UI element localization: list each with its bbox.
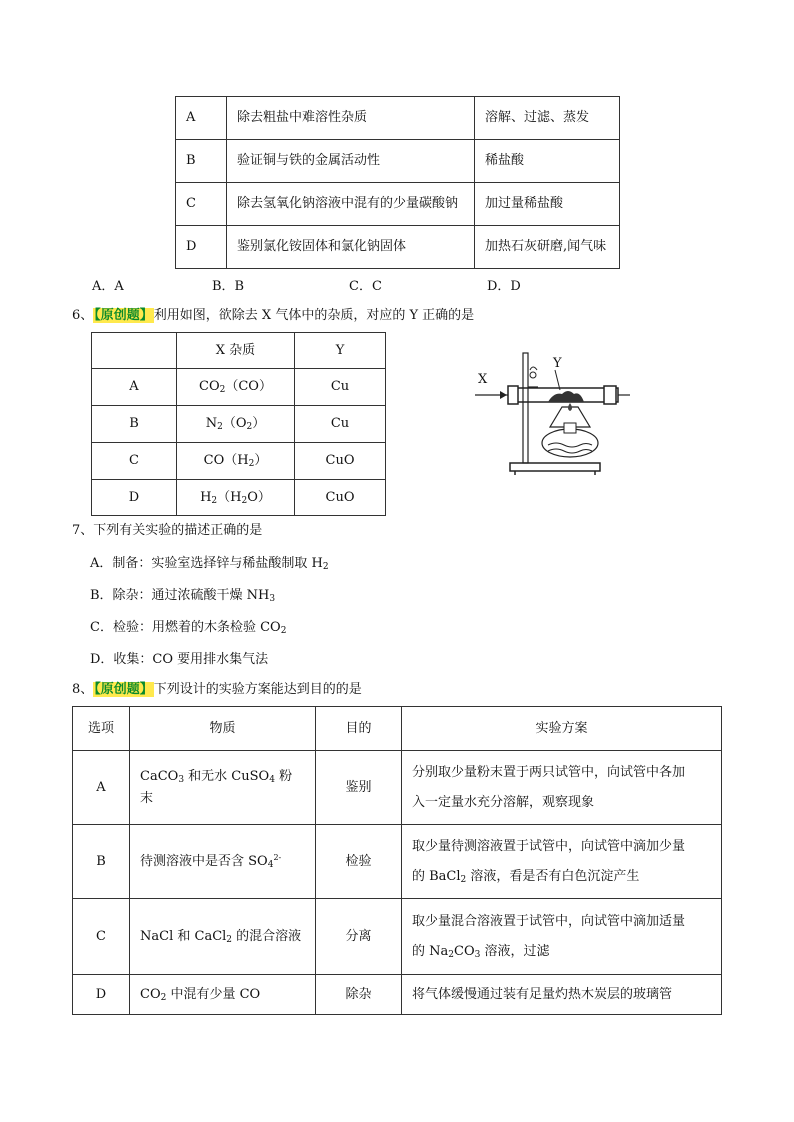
q5-row-method: 加热石灰研磨,闻气味: [475, 226, 620, 269]
q8-row-key: C: [73, 899, 130, 975]
q5-row-key: A: [176, 97, 227, 140]
q5-table: [175, 96, 620, 269]
q5-row-purpose: 验证铜与铁的金属活动性: [227, 140, 475, 183]
figure-label-y: Y: [553, 356, 562, 371]
q6-row-key: D: [92, 480, 177, 516]
q8-row-goal: 检验: [316, 825, 402, 899]
q6-row-y: CuO: [295, 480, 386, 516]
q8-header-option: 选项: [73, 707, 130, 751]
q8-table: [72, 706, 722, 1015]
q6-row-key: C: [92, 443, 177, 480]
q8-row-goal: 鉴别: [316, 751, 402, 825]
q8-row-plan: 取少量待测溶液置于试管中，向试管中滴加少量 的 BaCl$_2$ 溶液，看是否有白色沉淀产生: [402, 825, 722, 899]
q8-row-plan: 取少量混合溶液置于试管中，向试管中滴加适量 的 $Na_2CO_3$ 溶液，过滤: [402, 899, 722, 975]
q7-option-d[interactable]: D．收集：CO 要用排水集气法: [90, 652, 269, 667]
q8-row-goal: 除杂: [316, 975, 402, 1015]
q6-row-y: CuO: [295, 443, 386, 480]
q8-row-goal: 分离: [316, 899, 402, 975]
q5-choice-b[interactable]: B．B: [212, 279, 245, 294]
q5-row-key: C: [176, 183, 227, 226]
q5-choice-c[interactable]: C．C: [349, 279, 382, 294]
q8-header-goal: 目的: [316, 707, 402, 751]
q8-stem: [72, 680, 362, 700]
q6-row-y: Cu: [295, 369, 386, 406]
original-question-tag: 【原创题】: [94, 682, 153, 697]
q5-row-purpose: 鉴别氯化铵固体和氯化钠固体: [227, 226, 475, 269]
q8-header-substance: 物质: [130, 707, 316, 751]
q6-row-key: B: [92, 406, 177, 443]
q6-header-impurity: X 杂质: [177, 333, 295, 369]
figure-label-x: X: [478, 372, 488, 387]
apparatus-diagram: [470, 345, 640, 480]
q6-text: 利用如图，欲除去 X 气体中的杂质，对应的 Y 正确的是: [153, 308, 475, 323]
q8-row-substance: NaCl 和 CaCl$_2$ 的混合溶液: [130, 899, 316, 975]
q7-option-c[interactable]: C．检验：用燃着的木条检验 $CO_2$: [90, 620, 287, 636]
q8-row-substance: $CO_2$ 中混有少量 CO: [130, 975, 316, 1015]
q8-row-key: D: [73, 975, 130, 1015]
q6-row-impurity: $CO(H_2)$: [177, 443, 295, 480]
q6-stem: [72, 306, 474, 326]
q8-row-substance: CaCO$_3$ 和无水 CuSO$_4$ 粉末: [130, 751, 316, 825]
q8-row-key: A: [73, 751, 130, 825]
q7-stem: 7、下列有关实验的描述正确的是: [72, 523, 263, 538]
q5-row-purpose: 除去氢氧化钠溶液中混有的少量碳酸钠: [227, 183, 475, 226]
q8-row-substance: 待测溶液中是否含 $SO_4^{2-}$: [130, 825, 316, 899]
q5-row-key: B: [176, 140, 227, 183]
q6-header-y: Y: [295, 333, 386, 369]
q8-row-key: B: [73, 825, 130, 899]
q5-row-method: 溶解、过滤、蒸发: [475, 97, 620, 140]
q8-header-plan: 实验方案: [402, 707, 722, 751]
q5-choice-a[interactable]: A．A: [92, 279, 124, 294]
q6-header-blank: [92, 333, 177, 369]
q6-row-impurity: $H_2(H_2O)$: [177, 480, 295, 516]
original-question-tag: 【原创题】: [94, 308, 153, 323]
q6-row-impurity: $N_2(O_2)$: [177, 406, 295, 443]
q8-number: 8、: [72, 682, 94, 697]
q7-option-a[interactable]: A．制备：实验室选择锌与稀盐酸制取 $H_2$: [90, 556, 329, 572]
q5-choice-d[interactable]: D．D: [487, 279, 521, 294]
q5-row-method: 加过量稀盐酸: [475, 183, 620, 226]
q6-row-y: Cu: [295, 406, 386, 443]
q5-row-key: D: [176, 226, 227, 269]
q8-row-plan: 分别取少量粉末置于两只试管中，向试管中各加 入一定量水充分溶解，观察现象: [402, 751, 722, 825]
q8-row-plan: 将气体缓慢通过装有足量灼热木炭层的玻璃管: [402, 975, 722, 1015]
q8-text: 下列设计的实验方案能达到目的的是: [153, 682, 362, 697]
q6-table: [91, 332, 386, 516]
q7-option-b[interactable]: B．除杂：通过浓硫酸干燥 $NH_3$: [90, 588, 276, 604]
q5-row-purpose: 除去粗盐中难溶性杂质: [227, 97, 475, 140]
q6-number: 6、: [72, 308, 94, 323]
q5-row-method: 稀盐酸: [475, 140, 620, 183]
q6-row-key: A: [92, 369, 177, 406]
q6-row-impurity: $CO_2(CO)$: [177, 369, 295, 406]
